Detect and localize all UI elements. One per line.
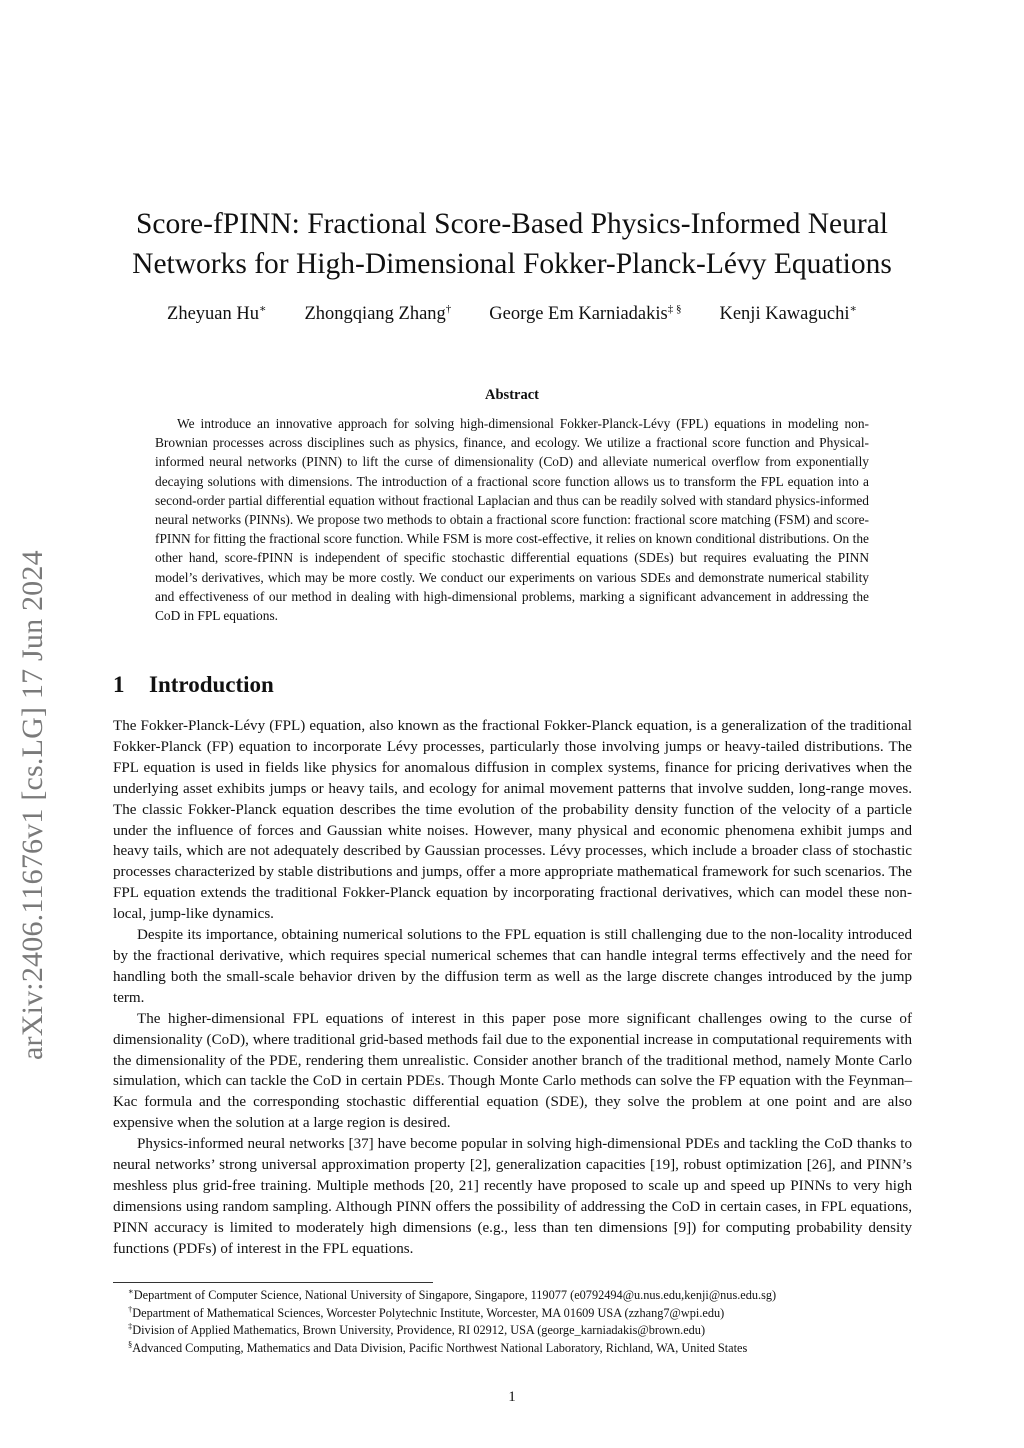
- footnote-text: Department of Computer Science, National University of Singapore, Singapore, 119077 (e0792494@u.nus.edu,kenji@nus.edu.sg): [133, 1288, 777, 1302]
- section-title: Introduction: [149, 672, 274, 697]
- footnote-divider: [113, 1282, 433, 1283]
- footnote: [128, 1305, 918, 1323]
- affiliation-mark: †: [445, 303, 452, 315]
- affiliation-mark: ∗: [259, 303, 267, 315]
- author-name: Kenji Kawaguchi: [719, 304, 850, 324]
- author-name: George Em Karniadakis: [489, 304, 668, 324]
- footnote-mark: ∗: [128, 1286, 134, 1296]
- footnotes: [128, 1287, 918, 1357]
- footnote-mark: †: [128, 1303, 133, 1314]
- author: [719, 304, 856, 325]
- paragraph: Physics-informed neural networks [37] have become popular in solving high-dimensional PDEs and tackling the CoD thanks to neural networks’ strong universal approximation property [2], generalization capacities [19], robust optimization [26], and PINN’s meshless plus grid-free training. Multiple methods [20, 21] recently have proposed to scale up and speed up PINNs to very high dimensions using random sampling. Although PINN offers the possibility of addressing the CoD in certain cases, in FPL equations, PINN accuracy is limited to moderately high dimensions (e.g., less than ten dimensions [9]) for computing probability density functions (PDFs) of interest in the FPL equations.: [113, 1136, 912, 1257]
- footnote: [128, 1340, 918, 1358]
- section-heading: [113, 672, 274, 698]
- section-body: [113, 716, 912, 1260]
- paragraph: Despite its importance, obtaining numerical solutions to the FPL equation is still challenging due to the non-locality introduced by the fractional derivative, which requires special numerical schemes that can handle integral terms effectively and the need for handling both the small-scale behavior driven by the diffusion term as well as the large discrete changes introduced by the jump term.: [113, 927, 912, 1006]
- abstract-text: We introduce an innovative approach for solving high-dimensional Fokker-Planck-Lévy (FPL) equations in modeling non-Brownian processes across disciplines such as physics, finance, and ecology. We utilize a fractional score function and Physical-informed neural networks (PINN) to lift the curse of dimensionality (CoD) and alleviate numerical overflow from exponentially decaying solutions with dimensions. The introduction of a fractional score function allows us to transform the FPL equation into a second-order partial differential equation without fractional Laplacian and thus can be readily solved with standard physics-informed neural networks (PINNs). We propose two methods to obtain a fractional score function: fractional score matching (FSM) and score-fPINN for fitting the fractional score function. While FSM is more cost-effective, it relies on known conditional distributions. On the other hand, score-fPINN is independent of specific stochastic differential equations (SDEs) but requires evaluating the PINN model’s derivatives, which may be more costly. We conduct our experiments on various SDEs and demonstrate numerical stability and effectiveness of our method in dealing with high-dimensional problems, marking a significant advancement in addressing the CoD in FPL equations.: [155, 416, 869, 624]
- footnote: [128, 1322, 918, 1340]
- footnote: [128, 1287, 918, 1305]
- author: [167, 304, 266, 325]
- author-name: Zhongqiang Zhang: [304, 304, 446, 324]
- footnote-mark: §: [128, 1338, 133, 1349]
- affiliation-mark: ∗: [849, 303, 857, 315]
- section-number: 1: [113, 672, 125, 697]
- footnote-text: Department of Mathematical Sciences, Worcester Polytechnic Institute, Worcester, MA 01609 USA (zzhang7@wpi.edu): [132, 1305, 725, 1320]
- paragraph: The higher-dimensional FPL equations of interest in this paper pose more significant challenges owing to the curse of dimensionality (CoD), where traditional grid-based methods fail due to the exponential increase in computational requirements with the dimensionality of the PDE, rendering them unrealistic. Consider another branch of the traditional method, namely Monte Carlo simulation, which can tackle the CoD in certain PDEs. Though Monte Carlo methods can solve the FP equation with the Feynman–Kac formula and the corresponding stochastic differential equation (SDE), they solve the problem at one point and are also expensive when the solution at a large region is desired.: [113, 1010, 912, 1132]
- affiliation-mark: ‡ §: [667, 303, 682, 315]
- footnote-text: Advanced Computing, Mathematics and Data Division, Pacific Northwest National Laboratory, Richland, WA, United States: [132, 1340, 748, 1355]
- footnote-mark: ‡: [128, 1321, 133, 1331]
- author-list: [100, 304, 924, 325]
- author: [489, 304, 681, 325]
- footnote-text: Division of Applied Mathematics, Brown University, Providence, RI 02912, USA (george_karniadakis@brown.edu): [132, 1323, 706, 1337]
- abstract-heading: Abstract: [485, 387, 539, 403]
- paper-title: Score-fPINN: Fractional Score-Based Physics-Informed Neural Networks for High-Dimensional Fokker-Planck-Lévy Equations: [132, 208, 892, 280]
- author: [305, 304, 452, 325]
- paragraph: The Fokker-Planck-Lévy (FPL) equation, also known as the fractional Fokker-Planck equation, is a generalization of the traditional Fokker-Planck (FP) equation to incorporate Lévy processes, particularly those involving jumps or heavy-tailed distributions. The FPL equation is used in fields like physics for anomalous diffusion in complex systems, finance for pricing derivatives when the underlying asset exhibits jumps or heavy tails, and ecology for animal movement patterns that involve sudden, long-range moves. The classic Fokker-Planck equation describes the time evolution of the probability density function of the velocity of a particle under the influence of forces and Gaussian white noises. However, many physical and economic phenomena exhibit jumps and heavy tails, which are not adequately described by Gaussian processes. Lévy processes, which include a broader class of stochastic processes characterized by stable distributions and jumps, offer a more appropriate mathematical framework for such scenarios. The FPL equation extends the traditional Fokker-Planck equation by incorporating fractional derivatives, which can model these non-local, jump-like dynamics.: [113, 718, 912, 923]
- arxiv-identifier: arXiv:2406.11676v1 [cs.LG] 17 Jun 2024: [16, 550, 49, 1060]
- author-name: Zheyuan Hu: [167, 304, 260, 324]
- page-number: 1: [508, 1389, 516, 1405]
